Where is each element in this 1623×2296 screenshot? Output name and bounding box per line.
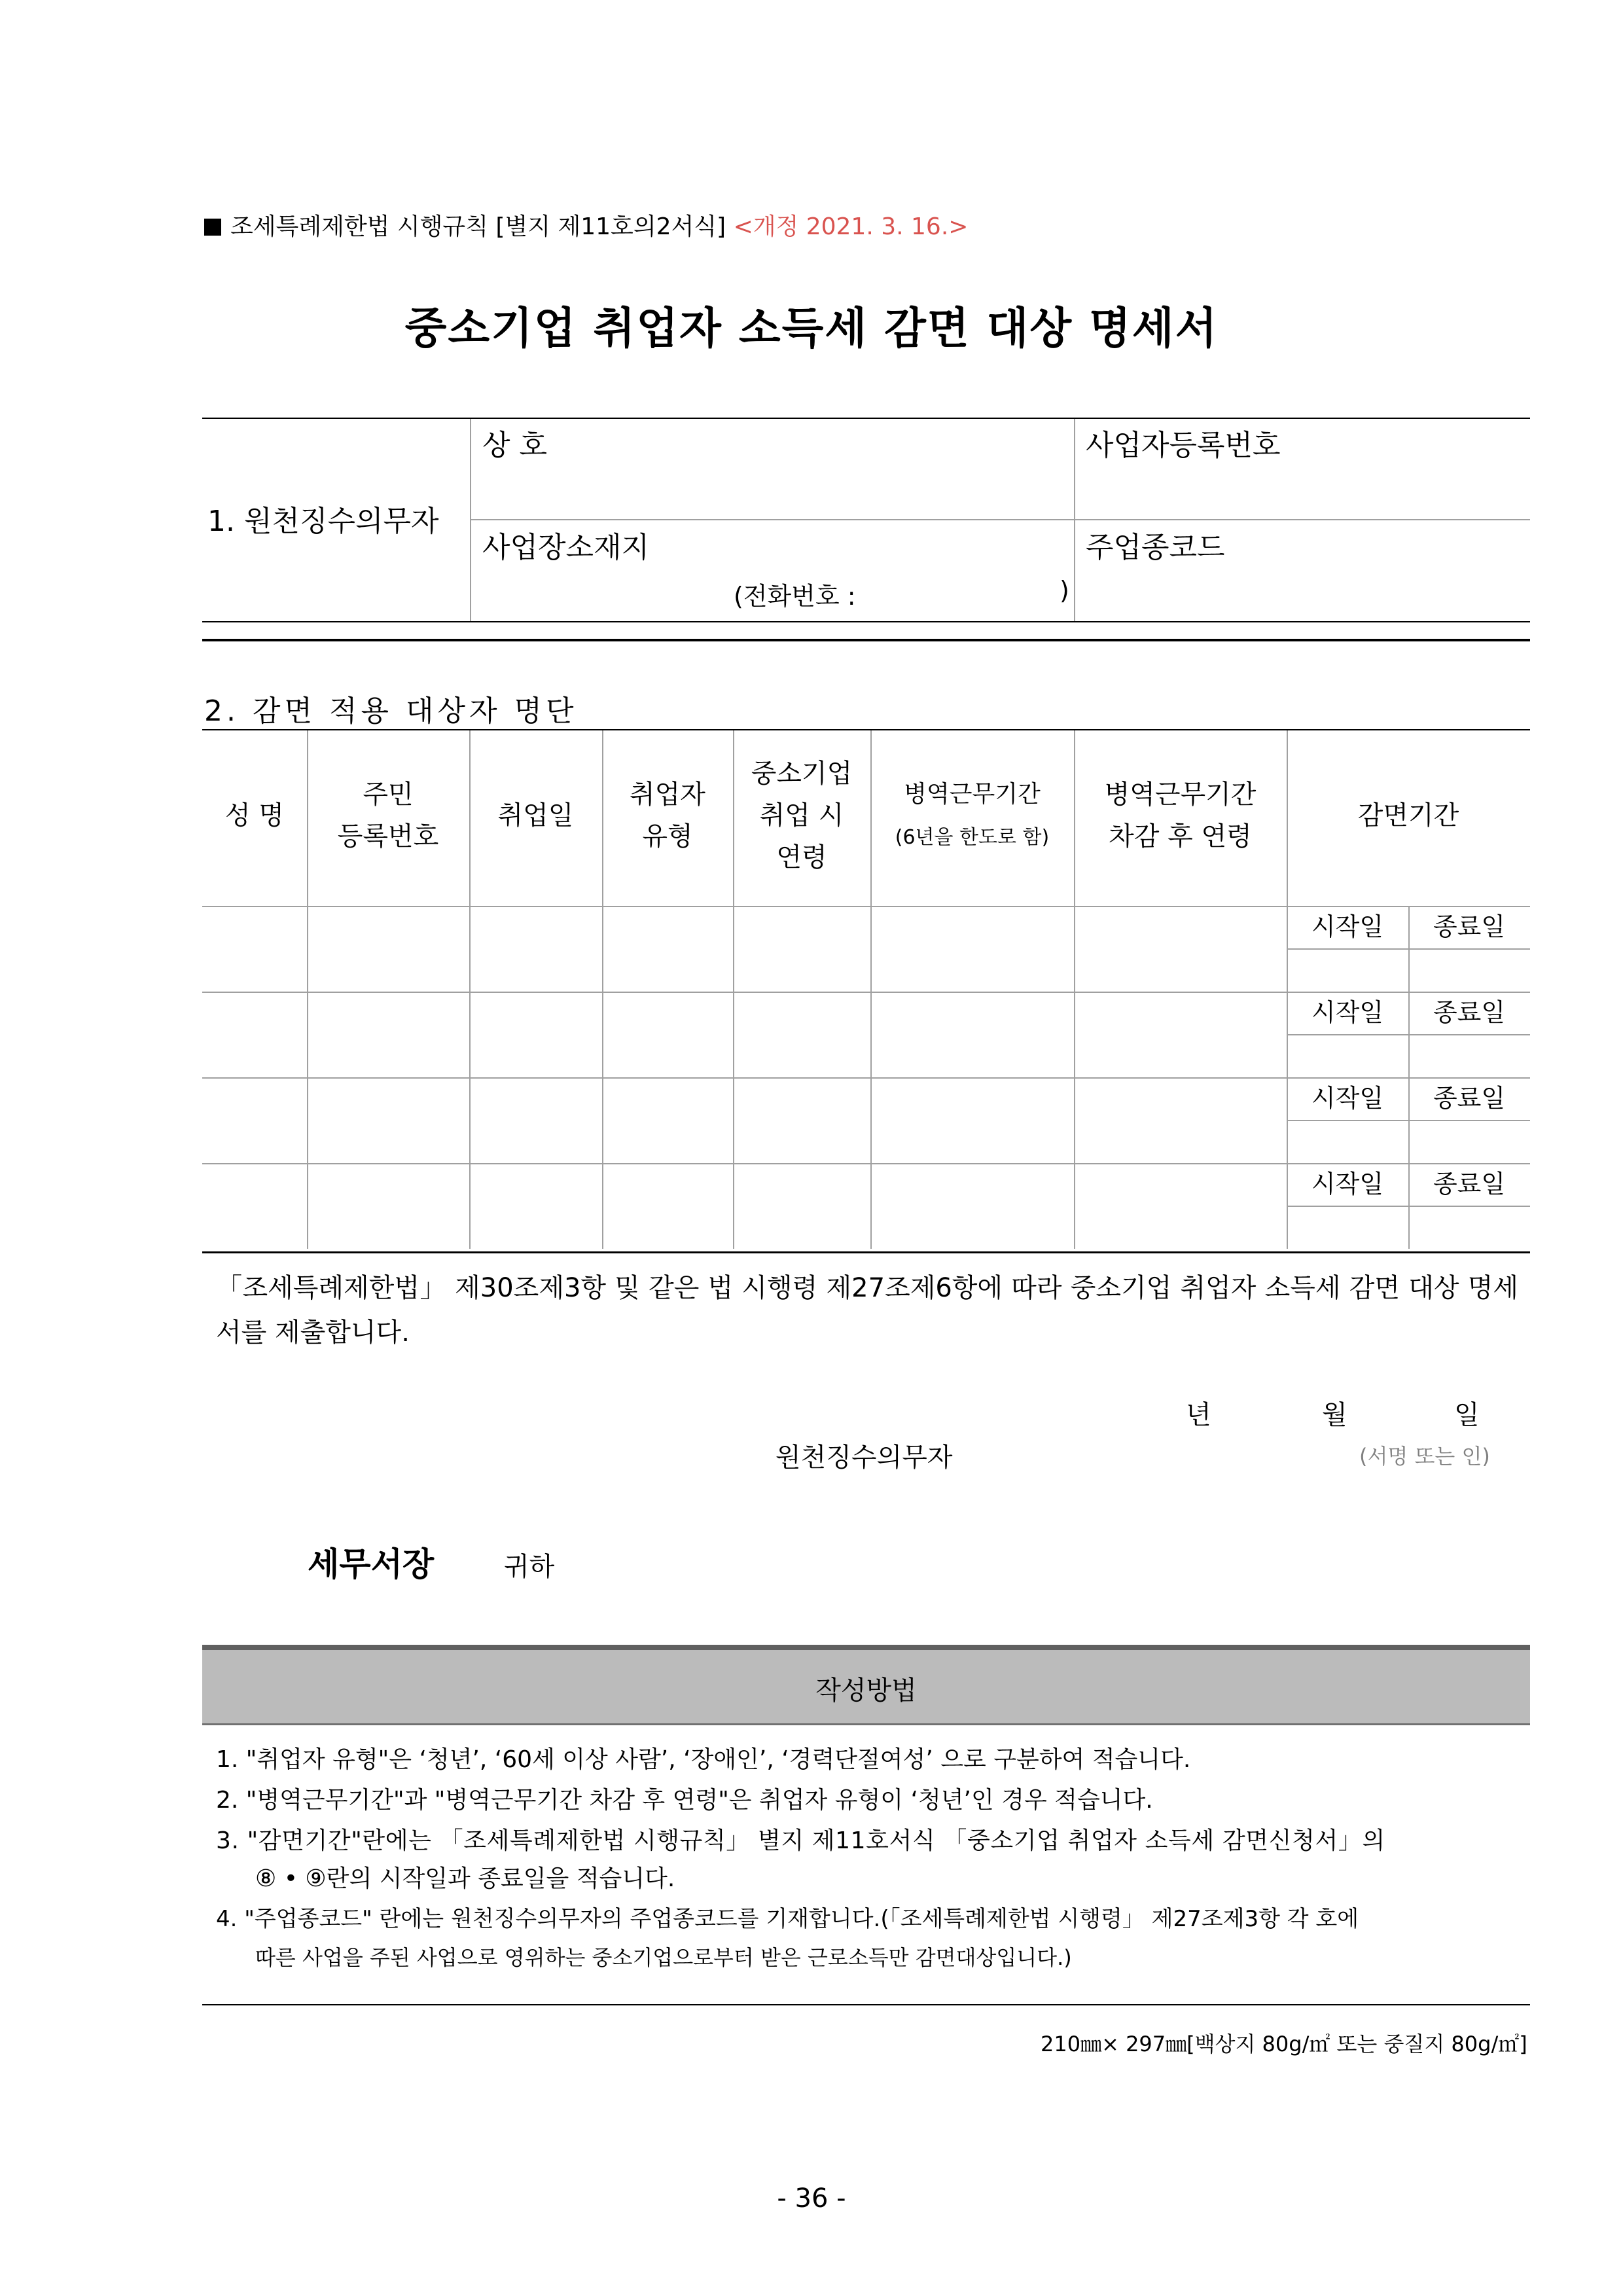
- table-cell[interactable]: [870, 992, 1074, 1077]
- form-reference: [204, 208, 968, 242]
- table-cell[interactable]: [602, 1077, 733, 1163]
- instruction-item: 1. "취업자 유형"은 ‘청년’, ‘60세 이상 사람’, ‘장애인’, ‘경력단절여성’ 으로 구분하여 적습니다.: [216, 1746, 1191, 1773]
- section1-label: 1. 원천징수의무자: [207, 505, 439, 538]
- table-cell[interactable]: [307, 992, 469, 1077]
- start-date-label: 시작일: [1311, 912, 1384, 941]
- phone-label: (전화번호 :: [734, 582, 856, 611]
- recipients-table: [202, 729, 1530, 1253]
- form-ref-text: 조세특례제한법 시행규칙 [별지 제11호의2서식]: [230, 213, 726, 240]
- business-reg-no-field[interactable]: 사업자등록번호: [1086, 429, 1281, 462]
- section-divider: [202, 639, 1530, 641]
- start-date-input[interactable]: [1287, 948, 1408, 992]
- table-cell[interactable]: [202, 1163, 307, 1249]
- trade-name-field[interactable]: 상 호: [482, 429, 547, 462]
- date-year[interactable]: 년: [1186, 1400, 1211, 1430]
- col-header-military-period: 병역근무기간 (6년을 한도로 함): [895, 781, 1050, 849]
- paper-size-note: 210㎜× 297㎜[백상지 80g/㎡ 또는 중질지 80g/㎡]: [1041, 2032, 1527, 2056]
- bottom-rule: [202, 2004, 1530, 2005]
- col-header-age-after-military: 병역근무기간 차감 후 연령: [1104, 780, 1257, 852]
- table-cell[interactable]: [307, 1077, 469, 1163]
- table-cell[interactable]: [733, 906, 870, 992]
- table-cell[interactable]: [602, 906, 733, 992]
- col-header-name: 성 명: [225, 800, 284, 831]
- table-cell[interactable]: [469, 1077, 602, 1163]
- signature-field[interactable]: (서명 또는 인): [1359, 1444, 1490, 1469]
- instruction-item: 3. "감면기간"란에는 「조세특례제한법 시행규칙」 별지 제11호서식 「중소기업 취업자 소득세 감면신청서」의: [216, 1827, 1385, 1854]
- table-cell[interactable]: [307, 1163, 469, 1249]
- page-number: - 36 -: [777, 2183, 846, 2214]
- address-field[interactable]: 사업장소재지: [482, 531, 650, 564]
- table-cell[interactable]: [202, 1077, 307, 1163]
- signer-label: 원천징수의무자: [776, 1443, 953, 1473]
- table-cell[interactable]: [1074, 906, 1287, 992]
- instruction-item: 따른 사업을 주된 사업으로 영위하는 중소기업으로부터 받은 근로소득만 감면대상입니다.): [255, 1945, 1072, 1970]
- table-cell[interactable]: [733, 1163, 870, 1249]
- start-date-input[interactable]: [1287, 1120, 1408, 1163]
- end-date-label: 종료일: [1433, 1084, 1506, 1113]
- industry-code-field[interactable]: 주업종코드: [1086, 531, 1225, 564]
- withholding-agent-section: [202, 418, 1530, 622]
- table-cell[interactable]: [870, 1163, 1074, 1249]
- table-cell[interactable]: [469, 1163, 602, 1249]
- start-date-label: 시작일: [1311, 1170, 1384, 1198]
- phone-close: ): [1060, 576, 1069, 605]
- end-date-input[interactable]: [1408, 1120, 1530, 1163]
- square-bullet-icon: [204, 219, 221, 236]
- table-cell[interactable]: [1074, 992, 1287, 1077]
- table-cell[interactable]: [602, 992, 733, 1077]
- end-date-label: 종료일: [1433, 1170, 1506, 1198]
- table-cell[interactable]: [870, 906, 1074, 992]
- table-cell[interactable]: [469, 992, 602, 1077]
- revision-date: <개정 2021. 3. 16.>: [733, 213, 969, 240]
- col-header-employment-date: 취업일: [497, 800, 574, 831]
- table-cell[interactable]: [733, 1077, 870, 1163]
- instructions-heading: 작성방법: [815, 1676, 917, 1706]
- start-date-label: 시작일: [1311, 998, 1384, 1027]
- instruction-item: 2. "병역근무기간"과 "병역근무기간 차감 후 연령"은 취업자 유형이 ‘청년’인 경우 적습니다.: [216, 1787, 1153, 1814]
- table-cell[interactable]: [307, 906, 469, 992]
- end-date-label: 종료일: [1433, 998, 1506, 1027]
- start-date-label: 시작일: [1311, 1084, 1384, 1113]
- col-header-reduction-period: 감면기간: [1357, 800, 1459, 831]
- col-header-employee-type: 취업자 유형: [630, 780, 705, 852]
- recipient-honorific: 귀하: [504, 1552, 555, 1582]
- instructions-heading-bar: [202, 1645, 1530, 1725]
- table-cell[interactable]: [469, 906, 602, 992]
- declaration-text: 「조세특례제한법」 제30조제3항 및 같은 법 시행령 제27조제6항에 따라 중소기업 취업자 소득세 감면 대상 명세서를 제출합니다.: [216, 1273, 1518, 1348]
- col-header-resident-no: 주민 등록번호: [337, 780, 439, 852]
- end-date-input[interactable]: [1408, 1206, 1530, 1249]
- table-cell[interactable]: [202, 992, 307, 1077]
- divider: [471, 519, 1530, 520]
- table-cell[interactable]: [733, 992, 870, 1077]
- instruction-item: 4. "주업종코드" 란에는 원천징수의무자의 주업종코드를 기재합니다.(「조세특례제한법 시행령」 제27조제3항 각 호에: [216, 1906, 1359, 1932]
- table-cell[interactable]: [202, 906, 307, 992]
- table-cell[interactable]: [870, 1077, 1074, 1163]
- start-date-input[interactable]: [1287, 1034, 1408, 1077]
- page-title: 중소기업 취업자 소득세 감면 대상 명세서: [404, 303, 1219, 353]
- start-date-input[interactable]: [1287, 1206, 1408, 1249]
- end-date-input[interactable]: [1408, 1034, 1530, 1077]
- col-header-age-at-employment: 중소기업 취업 시 연령: [751, 759, 853, 872]
- end-date-input[interactable]: [1408, 948, 1530, 992]
- date-month[interactable]: 월: [1322, 1400, 1347, 1430]
- recipient-office: 세무서장: [308, 1545, 435, 1583]
- end-date-label: 종료일: [1433, 912, 1506, 941]
- instruction-item: ⑧ • ⑨란의 시작일과 종료일을 적습니다.: [255, 1865, 675, 1892]
- date-day[interactable]: 일: [1454, 1400, 1480, 1430]
- table-cell[interactable]: [1074, 1077, 1287, 1163]
- table-cell[interactable]: [1074, 1163, 1287, 1249]
- section2-label: 2. 감면 적용 대상자 명단: [204, 694, 578, 728]
- table-cell[interactable]: [602, 1163, 733, 1249]
